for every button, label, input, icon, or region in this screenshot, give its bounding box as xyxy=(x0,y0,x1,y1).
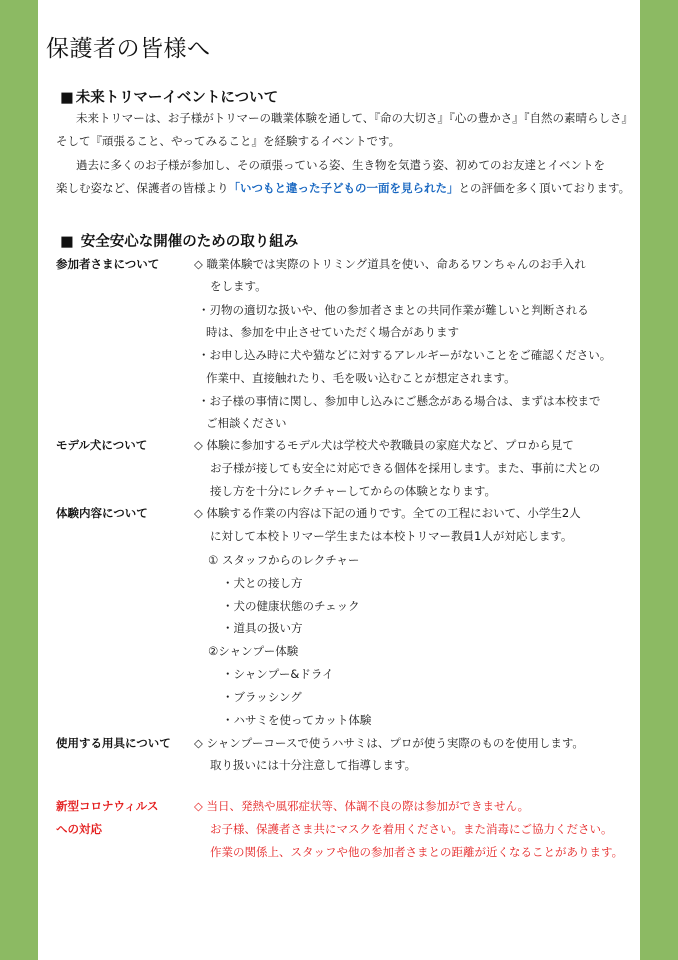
content-line: に対して本校トリマー学生または本校トリマー教員1人が対応します。 xyxy=(210,529,573,543)
page-title: 保護者の皆様へ xyxy=(46,36,211,62)
label-experience-content: 体験内容について xyxy=(56,506,148,520)
content-item: ・犬の健康状態のチェック xyxy=(222,599,360,613)
content-step: ① スタッフからのレクチャー xyxy=(208,553,360,567)
paragraph-text: 楽しむ姿など、保護者の皆様より xyxy=(56,181,229,195)
right-green-band xyxy=(640,0,678,960)
label-covid: 新型コロナウィルス xyxy=(56,799,159,813)
covid-line: 作業の関係上、スタッフや他の参加者さまとの距離が近くなることがあります。 xyxy=(210,845,624,859)
participants-line: ◇ 職業体験では実際のトリミング道具を使い、命あるワンちゃんのお手入れ xyxy=(194,257,586,271)
participants-line: ご相談ください xyxy=(206,416,287,430)
section-heading-event xyxy=(60,86,278,107)
tools-line: 取り扱いには十分注意して指導します。 xyxy=(210,758,417,772)
content-item: ・ブラッシング xyxy=(222,690,302,704)
participants-line: 時は、参加を中止させていただく場合があります xyxy=(206,325,459,339)
content-item: ・シャンプー&ドライ xyxy=(222,667,334,681)
paragraph-text: との評価を多く頂いております。 xyxy=(458,181,631,195)
content-item: ・犬との接し方 xyxy=(222,576,303,590)
model-dog-line: ◇ 体験に参加するモデル犬は学校犬や教職員の家庭犬など、プロから見て xyxy=(194,438,574,452)
event-paragraph-line: そして『頑張ること、やってみること』を経験するイベントです。 xyxy=(56,134,401,148)
covid-line: ◇ 当日、発熱や風邪症状等、体調不良の際は参加ができません。 xyxy=(194,799,530,813)
section-heading-text: 安全安心な開催のための取り組み xyxy=(80,234,299,250)
participants-line: ・お申し込み時に犬や猫などに対するアレルギーがないことをご確認ください。 xyxy=(198,348,612,362)
covid-line: お子様、保護者さま共にマスクを着用ください。また消毒にご協力ください。 xyxy=(210,822,613,836)
model-dog-line: 接し方を十分にレクチャーしてからの体験となります。 xyxy=(210,484,497,498)
heading-square-marker: ■ xyxy=(60,90,74,106)
left-green-band xyxy=(0,0,38,960)
highlighted-quote: 「いつもと違った子どもの一面を見られた」 xyxy=(228,181,459,195)
content-line: ◇ 体験する作業の内容は下記の通りです。全ての工程において、小学生2人 xyxy=(194,506,581,520)
participants-line: ・お子様の事情に関し、参加申し込みにご懸念がある場合は、まずは本校まで xyxy=(198,394,601,408)
event-paragraph-line: 未来トリマーは、お子様がトリマーの職業体験を通して、『命の大切さ』『心の豊かさ』『自然の素晴らしさ』 xyxy=(76,111,634,125)
event-paragraph-line xyxy=(56,180,630,196)
label-tools: 使用する用具について xyxy=(56,736,171,750)
participants-line: ・刃物の適切な扱いや、他の参加者さまとの共同作業が難しいと判断される xyxy=(198,303,589,317)
tools-line: ◇ シャンプーコースで使うハサミは、プロが使う実際のものを使用します。 xyxy=(194,736,584,750)
participants-line: をします。 xyxy=(210,279,267,293)
event-paragraph-line: 過去に多くのお子様が参加し、その頑張っている姿、生き物を気遣う姿、初めてのお友達とイベントを xyxy=(76,158,605,172)
section-heading-safety xyxy=(60,230,298,251)
content-step: ②シャンプー体験 xyxy=(208,644,299,658)
model-dog-line: お子様が接しても安全に対応できる個体を採用します。また、事前に犬との xyxy=(210,461,601,475)
label-model-dog: モデル犬について xyxy=(56,438,148,452)
participants-line: 作業中、直接触れたり、毛を吸い込むことが想定されます。 xyxy=(206,371,516,385)
label-participants: 参加者さまについて xyxy=(56,257,160,271)
content-item: ・道具の扱い方 xyxy=(222,621,303,635)
section-heading-text: 未来トリマーイベントについて xyxy=(75,90,279,106)
content-item: ・ハサミを使ってカット体験 xyxy=(222,713,372,727)
notice-page xyxy=(38,0,640,960)
label-covid-cont: への対応 xyxy=(56,822,102,836)
heading-square-marker: ■ xyxy=(60,234,74,250)
